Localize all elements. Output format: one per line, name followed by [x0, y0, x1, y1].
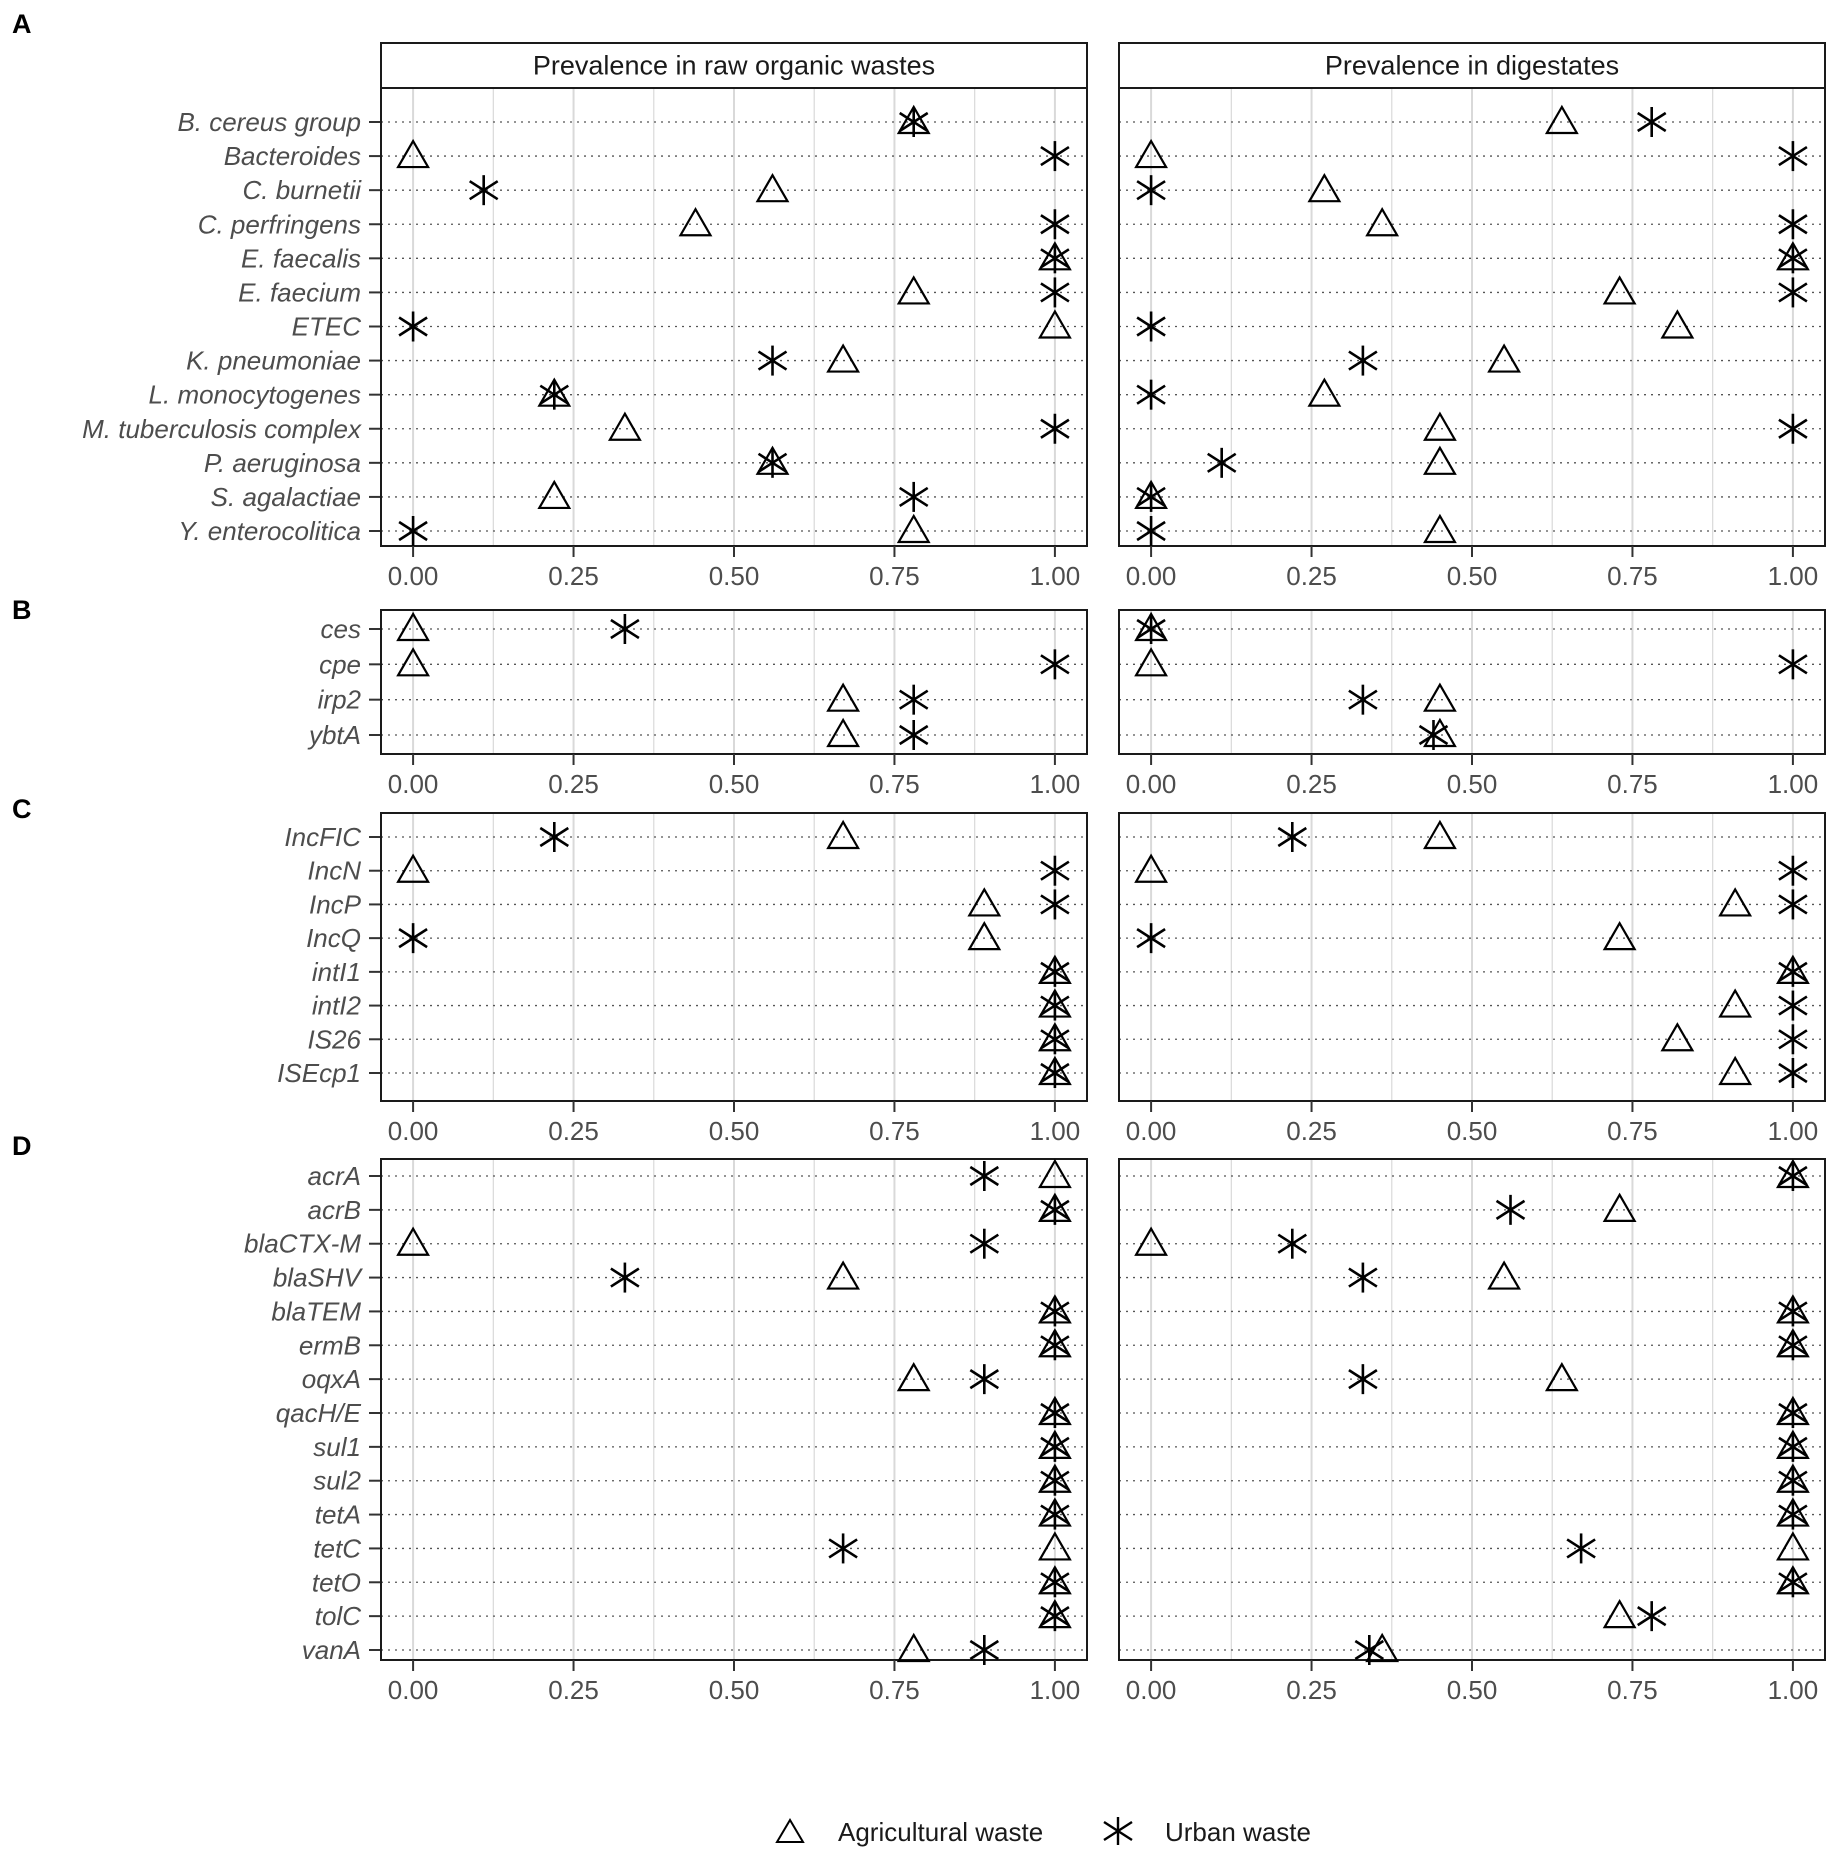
x-tick-label: 0.00 [1125, 1116, 1177, 1146]
x-tick-label: 0.50 [708, 561, 760, 591]
chart-root [12, 9, 1825, 1705]
category-label: IncP [308, 889, 361, 920]
category-label: acrA [307, 1161, 361, 1191]
category-label: ISEcp1 [277, 1058, 361, 1088]
category-label: ermB [298, 1330, 361, 1361]
category-label: E. faecium [238, 277, 361, 308]
strip-title-0: Prevalence in raw organic wastes [532, 50, 936, 81]
category-label: irp2 [317, 684, 361, 715]
x-tick-label: 0.50 [708, 1116, 760, 1146]
x-tick-label: 0.00 [1125, 1675, 1177, 1705]
category-label: IS26 [307, 1024, 361, 1055]
x-tick-label: 1.00 [1767, 769, 1819, 799]
x-tick-label: 0.75 [1607, 561, 1658, 591]
legend-label-agricultural: Agricultural waste [838, 1817, 1044, 1847]
x-tick-label: 0.75 [1607, 769, 1658, 799]
category-label: M. tuberculosis complex [82, 413, 361, 444]
x-tick-label: 0.50 [1446, 561, 1498, 591]
x-tick-label: 1.00 [1029, 1675, 1081, 1705]
x-tick-label: 0.00 [387, 561, 439, 591]
x-tick-label: 0.75 [869, 769, 920, 799]
category-label: vanA [301, 1635, 361, 1665]
category-label: tetC [313, 1533, 361, 1564]
category-label: intI2 [311, 990, 361, 1021]
x-tick-label: 0.75 [1607, 1116, 1658, 1146]
x-tick-label: 0.00 [387, 1116, 439, 1146]
x-tick-label: 0.75 [869, 1116, 920, 1146]
panel-letter-A: A [12, 9, 32, 39]
panel-letter-B: B [12, 595, 32, 625]
legend-item-agricultural [777, 1817, 1043, 1847]
x-tick-label: 1.00 [1767, 561, 1819, 591]
category-label: tetO [311, 1567, 361, 1598]
category-label: cpe [319, 649, 361, 680]
category-label: tolC [314, 1601, 361, 1632]
x-tick-label: 0.00 [387, 769, 439, 799]
category-label: C. burnetii [242, 175, 361, 206]
x-tick-label: 0.75 [869, 561, 920, 591]
x-tick-label: 1.00 [1029, 1116, 1081, 1146]
category-label: blaSHV [272, 1262, 361, 1293]
x-tick-label: 1.00 [1767, 1675, 1819, 1705]
category-label: IncN [307, 855, 361, 886]
x-tick-label: 1.00 [1029, 769, 1081, 799]
x-tick-label: 0.50 [1446, 1675, 1498, 1705]
category-label: oqxA [301, 1364, 361, 1395]
category-label: sul2 [313, 1465, 361, 1496]
category-label: qacH/E [275, 1398, 361, 1428]
x-tick-label: 0.75 [1607, 1675, 1658, 1705]
x-tick-label: 0.25 [548, 1675, 599, 1705]
category-label: ybtA [308, 720, 361, 750]
x-tick-label: 0.25 [1286, 561, 1337, 591]
category-label: acrB [307, 1194, 361, 1225]
strip-title-1: Prevalence in digestates [1324, 50, 1620, 81]
category-label: IncQ [306, 923, 361, 954]
category-label: ces [320, 614, 361, 644]
category-label: IncFIC [284, 822, 361, 852]
category-label: S. agalactiae [210, 481, 361, 512]
category-label: E. faecalis [241, 243, 361, 274]
x-tick-label: 0.75 [869, 1675, 920, 1705]
x-tick-label: 0.25 [548, 561, 599, 591]
category-label: blaTEM [271, 1296, 361, 1327]
x-tick-label: 0.50 [1446, 1116, 1498, 1146]
x-tick-label: 0.00 [1125, 769, 1177, 799]
category-label: B. cereus group [177, 107, 361, 137]
category-label: P. aeruginosa [203, 447, 361, 478]
category-label: Bacteroides [223, 141, 361, 172]
panel-letter-C: C [12, 794, 32, 824]
panel-letter-D: D [12, 1131, 32, 1161]
x-tick-label: 0.25 [548, 769, 599, 799]
category-label: ETEC [291, 311, 361, 342]
category-label: C. perfringens [197, 209, 361, 240]
category-label: intI1 [311, 956, 361, 987]
x-tick-label: 0.50 [1446, 769, 1498, 799]
category-label: L. monocytogenes [148, 379, 361, 410]
legend [777, 1817, 1311, 1847]
category-label: sul1 [313, 1431, 361, 1462]
x-tick-label: 0.25 [1286, 1116, 1337, 1146]
x-tick-label: 0.00 [387, 1675, 439, 1705]
x-tick-label: 0.50 [708, 769, 760, 799]
legend-item-urban [1104, 1817, 1311, 1847]
x-tick-label: 0.25 [1286, 769, 1337, 799]
x-tick-label: 0.50 [708, 1675, 760, 1705]
legend-triangle-marker [777, 1820, 803, 1842]
category-label: Y. enterocolitica [178, 516, 361, 546]
legend-asterisk-marker [1104, 1817, 1132, 1845]
x-tick-label: 1.00 [1029, 561, 1081, 591]
legend-label-urban: Urban waste [1165, 1817, 1311, 1847]
x-tick-label: 1.00 [1767, 1116, 1819, 1146]
category-label: K. pneumoniae [186, 345, 361, 376]
x-tick-label: 0.25 [548, 1116, 599, 1146]
x-tick-label: 0.25 [1286, 1675, 1337, 1705]
category-label: tetA [314, 1499, 361, 1530]
x-tick-label: 0.00 [1125, 561, 1177, 591]
category-label: blaCTX-M [243, 1228, 361, 1259]
